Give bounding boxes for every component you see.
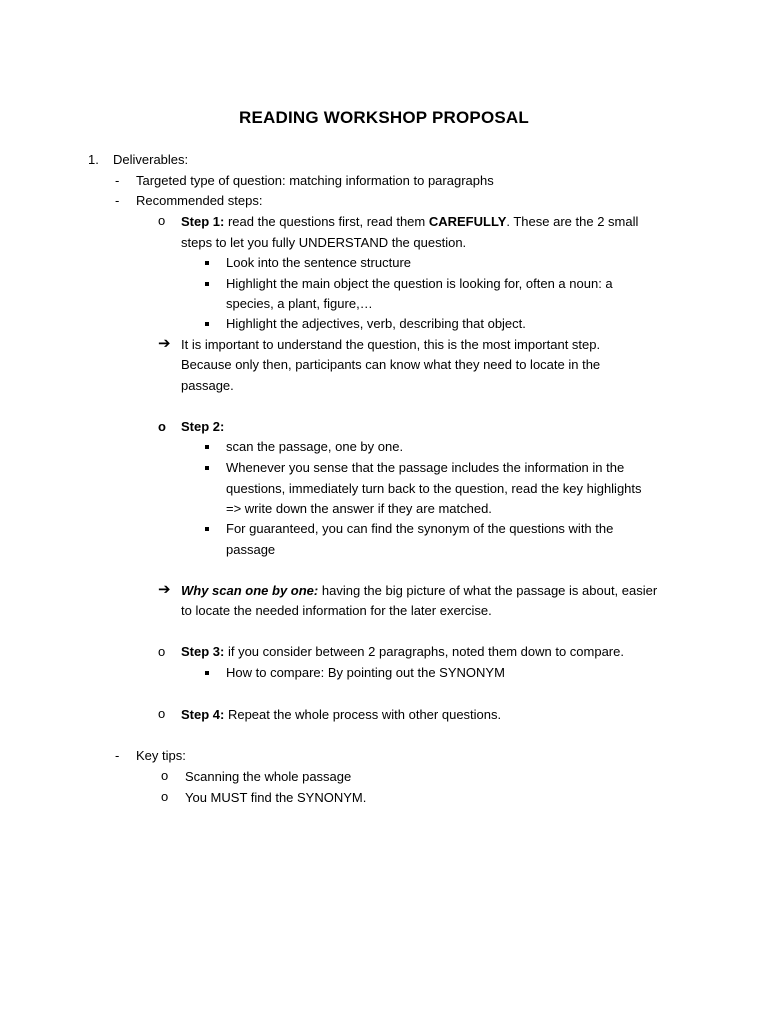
step4-label: Step 4: (181, 707, 225, 722)
step1-label: Step 1: (181, 214, 225, 229)
why-scan-label: Why scan one by one: (181, 583, 319, 598)
recommended-steps-line: Recommended steps: (136, 193, 263, 208)
step2-bullet-continuation: questions, immediately turn back to the question, read the key highlights (226, 481, 642, 496)
dash-marker: - (115, 173, 120, 188)
deliverables-heading: Deliverables: (113, 152, 189, 167)
step1-bullet: Look into the sentence structure (226, 255, 412, 270)
step3-text: if you consider between 2 paragraphs, noted them down to compare. (224, 644, 624, 659)
square-bullet-marker (205, 466, 209, 470)
step4-line (181, 705, 501, 725)
step1-emphasis: CAREFULLY (428, 214, 507, 229)
key-tip-item: You MUST find the SYNONYM. (185, 790, 367, 805)
key-tips-heading: Key tips: (136, 748, 186, 763)
arrow-icon: ➔ (158, 581, 171, 598)
square-bullet-marker (205, 261, 209, 265)
step1-bullet: Highlight the main object the question is looking for, often a noun: a (226, 276, 613, 291)
circle-bullet-marker: o (158, 213, 166, 228)
step2-bullet: Whenever you sense that the passage includes the information in the (226, 460, 625, 475)
key-tip-item: Scanning the whole passage (185, 769, 352, 784)
step1-line (181, 212, 638, 232)
square-bullet-marker (205, 445, 209, 449)
circle-bullet-marker: o (161, 789, 169, 804)
document-title: READING WORKSHOP PROPOSAL (239, 108, 529, 127)
targeted-question-line: Targeted type of question: matching information to paragraphs (136, 173, 494, 188)
step3-label: Step 3: (181, 644, 225, 659)
step1-bullet-continuation: species, a plant, figure,… (226, 296, 373, 311)
why-scan-text: having the big picture of what the passage is about, easier (318, 583, 658, 598)
step1-note: Because only then, participants can know what they need to locate in the (181, 357, 601, 372)
why-scan-line-2: to locate the needed information for the later exercise. (181, 603, 492, 618)
dash-marker: - (115, 748, 120, 763)
step4-text: Repeat the whole process with other questions. (224, 707, 502, 722)
step2-bullet: scan the passage, one by one. (226, 439, 404, 454)
step2-bullet-continuation: => write down the answer if they are matched. (226, 501, 492, 516)
step3-bullet: How to compare: By pointing out the SYNONYM (226, 665, 505, 680)
square-bullet-marker (205, 282, 209, 286)
square-bullet-marker (205, 527, 209, 531)
step1-text-a: read the questions first, read them (224, 214, 429, 229)
circle-bullet-marker: o (161, 768, 169, 783)
step2-bullet-continuation: passage (226, 542, 276, 557)
step2-bullet: For guaranteed, you can find the synonym of the questions with the (226, 521, 614, 536)
step1-text-b: . These are the 2 small (506, 214, 639, 229)
circle-bullet-marker: o (158, 644, 166, 659)
step1-bullet: Highlight the adjectives, verb, describing that object. (226, 316, 526, 331)
step3-line (181, 642, 624, 662)
square-bullet-marker (205, 671, 209, 675)
list-number: 1. (88, 152, 99, 167)
step1-note: passage. (181, 378, 234, 393)
why-scan-line (181, 581, 657, 601)
arrow-icon: ➔ (158, 335, 171, 352)
circle-bullet-marker: o (158, 419, 166, 434)
circle-bullet-marker: o (158, 706, 166, 721)
dash-marker: - (115, 193, 120, 208)
step1-line-2: steps to let you fully UNDERSTAND the question. (181, 235, 467, 250)
step1-note: It is important to understand the question, this is the most important step. (181, 337, 601, 352)
step2-label: Step 2: (181, 419, 225, 434)
square-bullet-marker (205, 322, 209, 326)
